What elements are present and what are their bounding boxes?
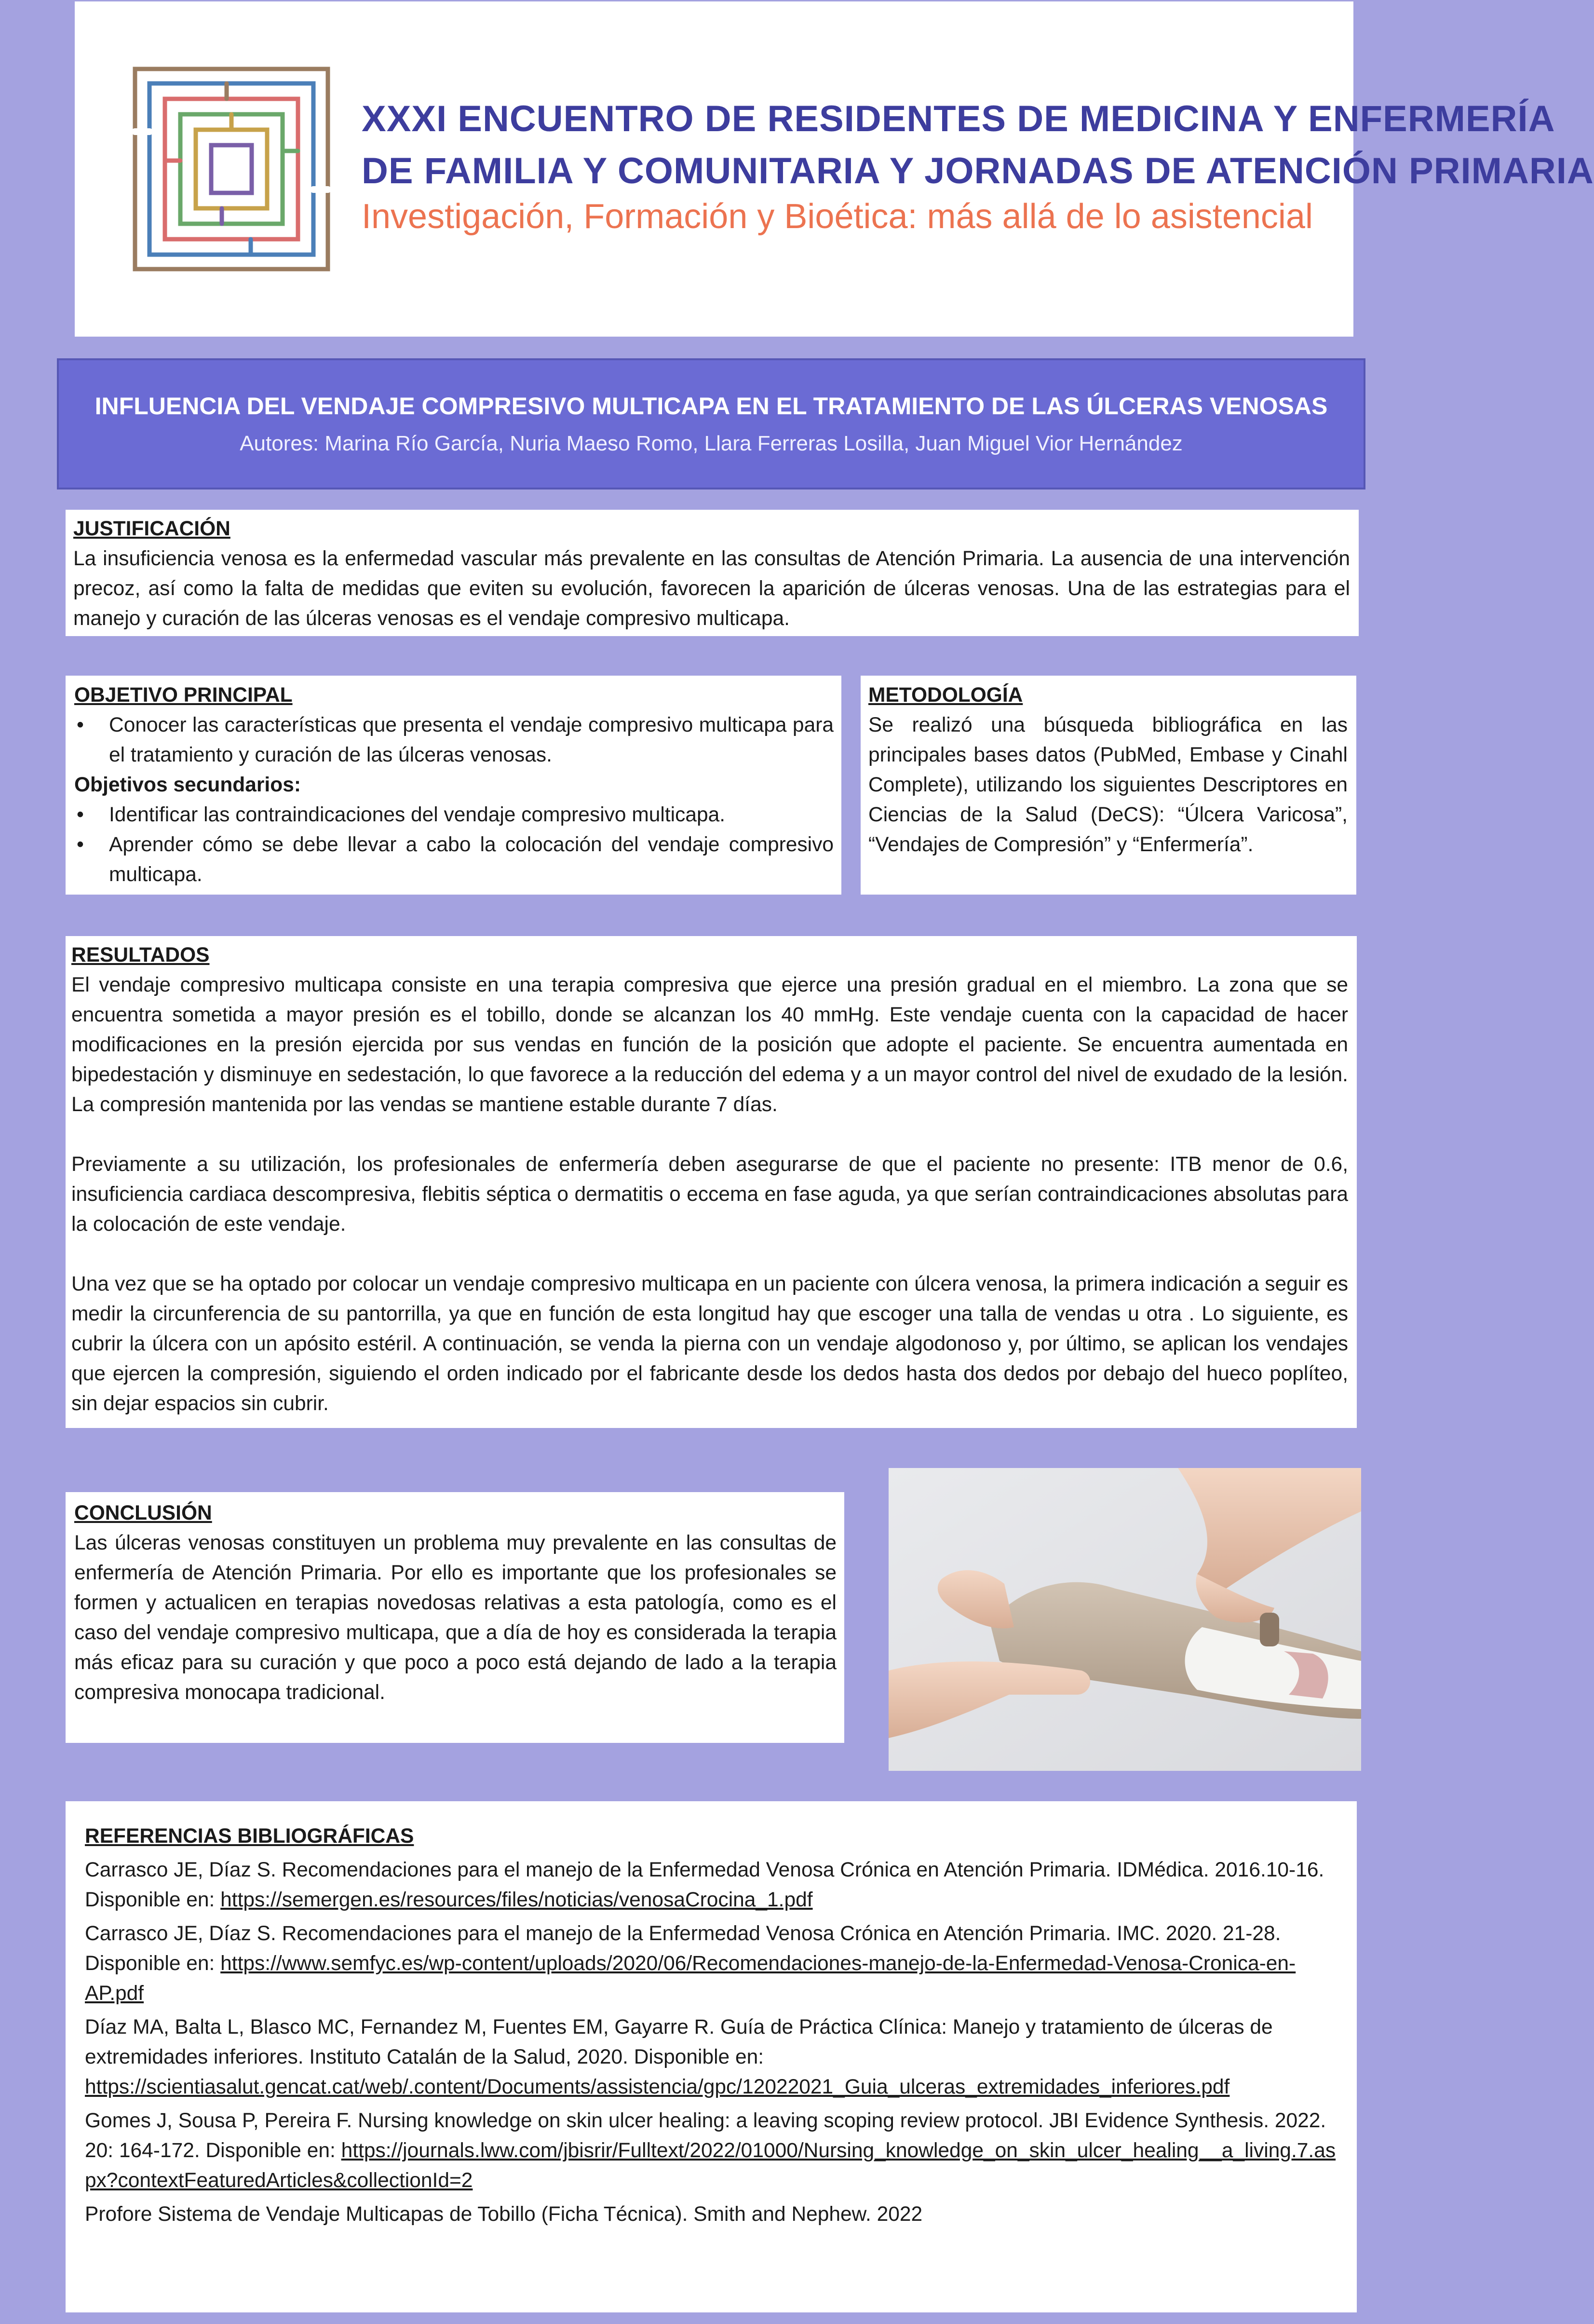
objective-secondary: • Aprender cómo se debe llevar a cabo la colocación del vendaje compresivo multicapa. <box>74 830 834 890</box>
resultados-paragraph-1: El vendaje compresivo multicapa consiste en una terapia compresiva que ejerce una presión gradual en el miembro. La zona que se encuentra sometida a mayor presión es el tobillo, donde se alcanzan los 40 mmHg. Este vendaje cuenta con la capacidad de hacer modificaciones en la presión ejercida por sus vendas en función de la posición que adopte el paciente. Se encuentra aumentada en bipedestación y disminuye en sedestación, lo que favorece a la reducción del edema y a un mayor control del nivel de exudado de la lesión. La compresión mantenida por las vendas se mantiene estable durante 7 días. <box>71 974 1348 1116</box>
conference-title-line1: XXXI ENCUENTRO DE RESIDENTES DE MEDICINA Y ENFERMERÍA <box>362 98 1555 139</box>
conference-title-line2: DE FAMILIA Y COMUNITARIA Y JORNADAS DE ATENCIÓN PRIMARIA <box>362 150 1594 191</box>
reference-item: Profore Sistema de Vendaje Multicapas de Tobillo (Ficha Técnica). Smith and Nephew. 2022 <box>85 2203 923 2226</box>
resultados-section <box>66 936 1357 1428</box>
bandage-photo <box>889 1468 1361 1771</box>
section-text: Se realizó una búsqueda bibliográfica en las principales bases datos (PubMed, Embase y Cinahl Complete), utilizando los siguientes Descriptores en Ciencias de la Salud (DeCS): “Úlcera Varicosa”, “Vendajes de Compresión” y “Enfermería”. <box>868 714 1348 856</box>
reference-item: Carrasco JE, Díaz S. Recomendaciones para el manejo de la Enfermedad Venosa Crónica en Atención Primaria. IDMédica. 2016.10-16. Disponible en: https://semergen.es/resources/files/noticias/venosaCrocina_1.pdf <box>85 1859 1324 1911</box>
reference-link[interactable]: https://www.semfyc.es/wp-content/uploads/2020/06/Recomendaciones-manejo-de-la-Enfermedad-Venosa-Cronica-en-AP.pdf <box>85 1952 1296 2005</box>
reference-item: Carrasco JE, Díaz S. Recomendaciones para el manejo de la Enfermedad Venosa Crónica en Atención Primaria. IMC. 2020. 21-28. Disponible en: https://www.semfyc.es/wp-content/uploads/2020/06/Recomendaciones-manejo-de-la-Enfermedad-Venosa-Cronica-en-AP.pdf <box>85 1922 1296 2005</box>
reference-item: Díaz MA, Balta L, Blasco MC, Fernandez M, Fuentes EM, Gayarre R. Guía de Práctica Clínica: Manejo y tratamiento de úlceras de extremidades inferiores. Instituto Catalán de la Salud, 2020. Disponible en: https://scientiasalut.gencat.cat/web/.content/Documents/assistencia/gpc/12022021_Guia_ulceras_extremidades_inferiores.pdf <box>85 2016 1273 2098</box>
reference-link[interactable]: https://journals.lww.com/jbisrir/Fulltext/2022/01000/Nursing_knowledge_on_skin_ulcer_healing__a_living.7.aspx?contextFeaturedArticles&collectionId=2 <box>85 2139 1336 2192</box>
section-text: Las úlceras venosas constituyen un problema muy prevalente en las consultas de enfermería de Atención Primaria. Por ello es importante que los profesionales se formen y actualicen en terapias novedosas relativas a esta patología, como es el caso del vendaje compresivo multicapa, que a día de hoy es considerada la terapia más eficaz para su curación y que poco a poco está dejando de lado a la terapia compresiva monocapa tradicional. <box>74 1532 837 1704</box>
section-heading: METODOLOGÍA <box>868 684 1023 707</box>
justificacion-section <box>66 510 1359 636</box>
poster-title: INFLUENCIA DEL VENDAJE COMPRESIVO MULTICAPA EN EL TRATAMIENTO DE LAS ÚLCERAS VENOSAS <box>95 393 1328 420</box>
section-text: La insuficiencia venosa es la enfermedad vascular más prevalente en las consultas de Atención Primaria. La ausencia de una intervención precoz, así como la falta de medidas que eviten su evolución, favorecen la aparición de úlceras venosas. Una de las estrategias para el manejo y curación de las úlceras venosas es el vendaje compresivo multicapa. <box>73 547 1350 630</box>
conclusion-section <box>66 1492 844 1743</box>
secondary-objectives-heading: Objetivos secundarios: <box>74 774 301 796</box>
reference-link[interactable]: https://scientiasalut.gencat.cat/web/.content/Documents/assistencia/gpc/12022021_Guia_ulceras_extremidades_inferiores.pdf <box>85 2076 1230 2098</box>
conference-subtitle: Investigación, Formación y Bioética: más allá de lo asistencial <box>362 197 1313 236</box>
objective-secondary: • Identificar las contraindicaciones del vendaje compresivo multicapa. <box>74 800 834 830</box>
objective-main: • Conocer las características que presenta el vendaje compresivo multicapa para el tratamiento y curación de las úlceras venosas. <box>74 710 834 770</box>
referencias-section <box>66 1801 1357 2312</box>
resultados-paragraph-2: Previamente a su utilización, los profesionales de enfermería deben asegurarse de que el paciente no presente: ITB menor de 0.6, insuficiencia cardiaca descompresiva, flebitis séptica o dermatitis o eccema en fase aguda, ya que serían contraindicaciones absolutas para la colocación de este vendaje. <box>71 1153 1348 1236</box>
resultados-paragraph-3: Una vez que se ha optado por colocar un vendaje compresivo multicapa en un paciente con úlcera venosa, la primera indicación a seguir es medir la circunferencia de su pantorrilla, ya que en función de esta longitud hay que escoger una talla de vendas u otra . Lo siguiente, es cubrir la úlcera con un apósito estéril. A continuación, se venda la pierna con un vendaje algodonoso y, por último, se aplican los vendajes que ejercen la compresión, siguiendo el orden indicado por el fabricante desde los dedos hasta dos dedos por debajo del hueco poplíteo, sin dejar espacios sin cubrir. <box>71 1273 1348 1415</box>
conference-header <box>75 1 1594 337</box>
reference-item: Gomes J, Sousa P, Pereira F. Nursing knowledge on skin ulcer healing: a leaving scoping review protocol. JBI Evidence Synthesis. 2022. 20: 164-172. Disponible en: https://journals.lww.com/jbisrir/Fulltext/2022/01000/Nursing_knowledge_on_skin_ulcer_healing__a_living.7.aspx?contextFeaturedArticles&collectionId=2 <box>85 2109 1336 2192</box>
objetivo-section <box>66 676 841 895</box>
poster-title-banner <box>57 358 1365 489</box>
metodologia-section <box>861 676 1356 895</box>
maze-logo <box>130 64 333 274</box>
section-heading: OBJETIVO PRINCIPAL <box>74 684 293 707</box>
section-heading: JUSTIFICACIÓN <box>73 517 230 540</box>
poster-authors: Autores: Marina Río García, Nuria Maeso Romo, Llara Ferreras Losilla, Juan Miguel Vior Hernández <box>240 432 1183 455</box>
section-heading: RESULTADOS <box>71 944 210 966</box>
reference-link[interactable]: https://semergen.es/resources/files/noticias/venosaCrocina_1.pdf <box>220 1889 813 1911</box>
section-heading: REFERENCIAS BIBLIOGRÁFICAS <box>85 1825 414 1848</box>
section-heading: CONCLUSIÓN <box>74 1502 212 1524</box>
